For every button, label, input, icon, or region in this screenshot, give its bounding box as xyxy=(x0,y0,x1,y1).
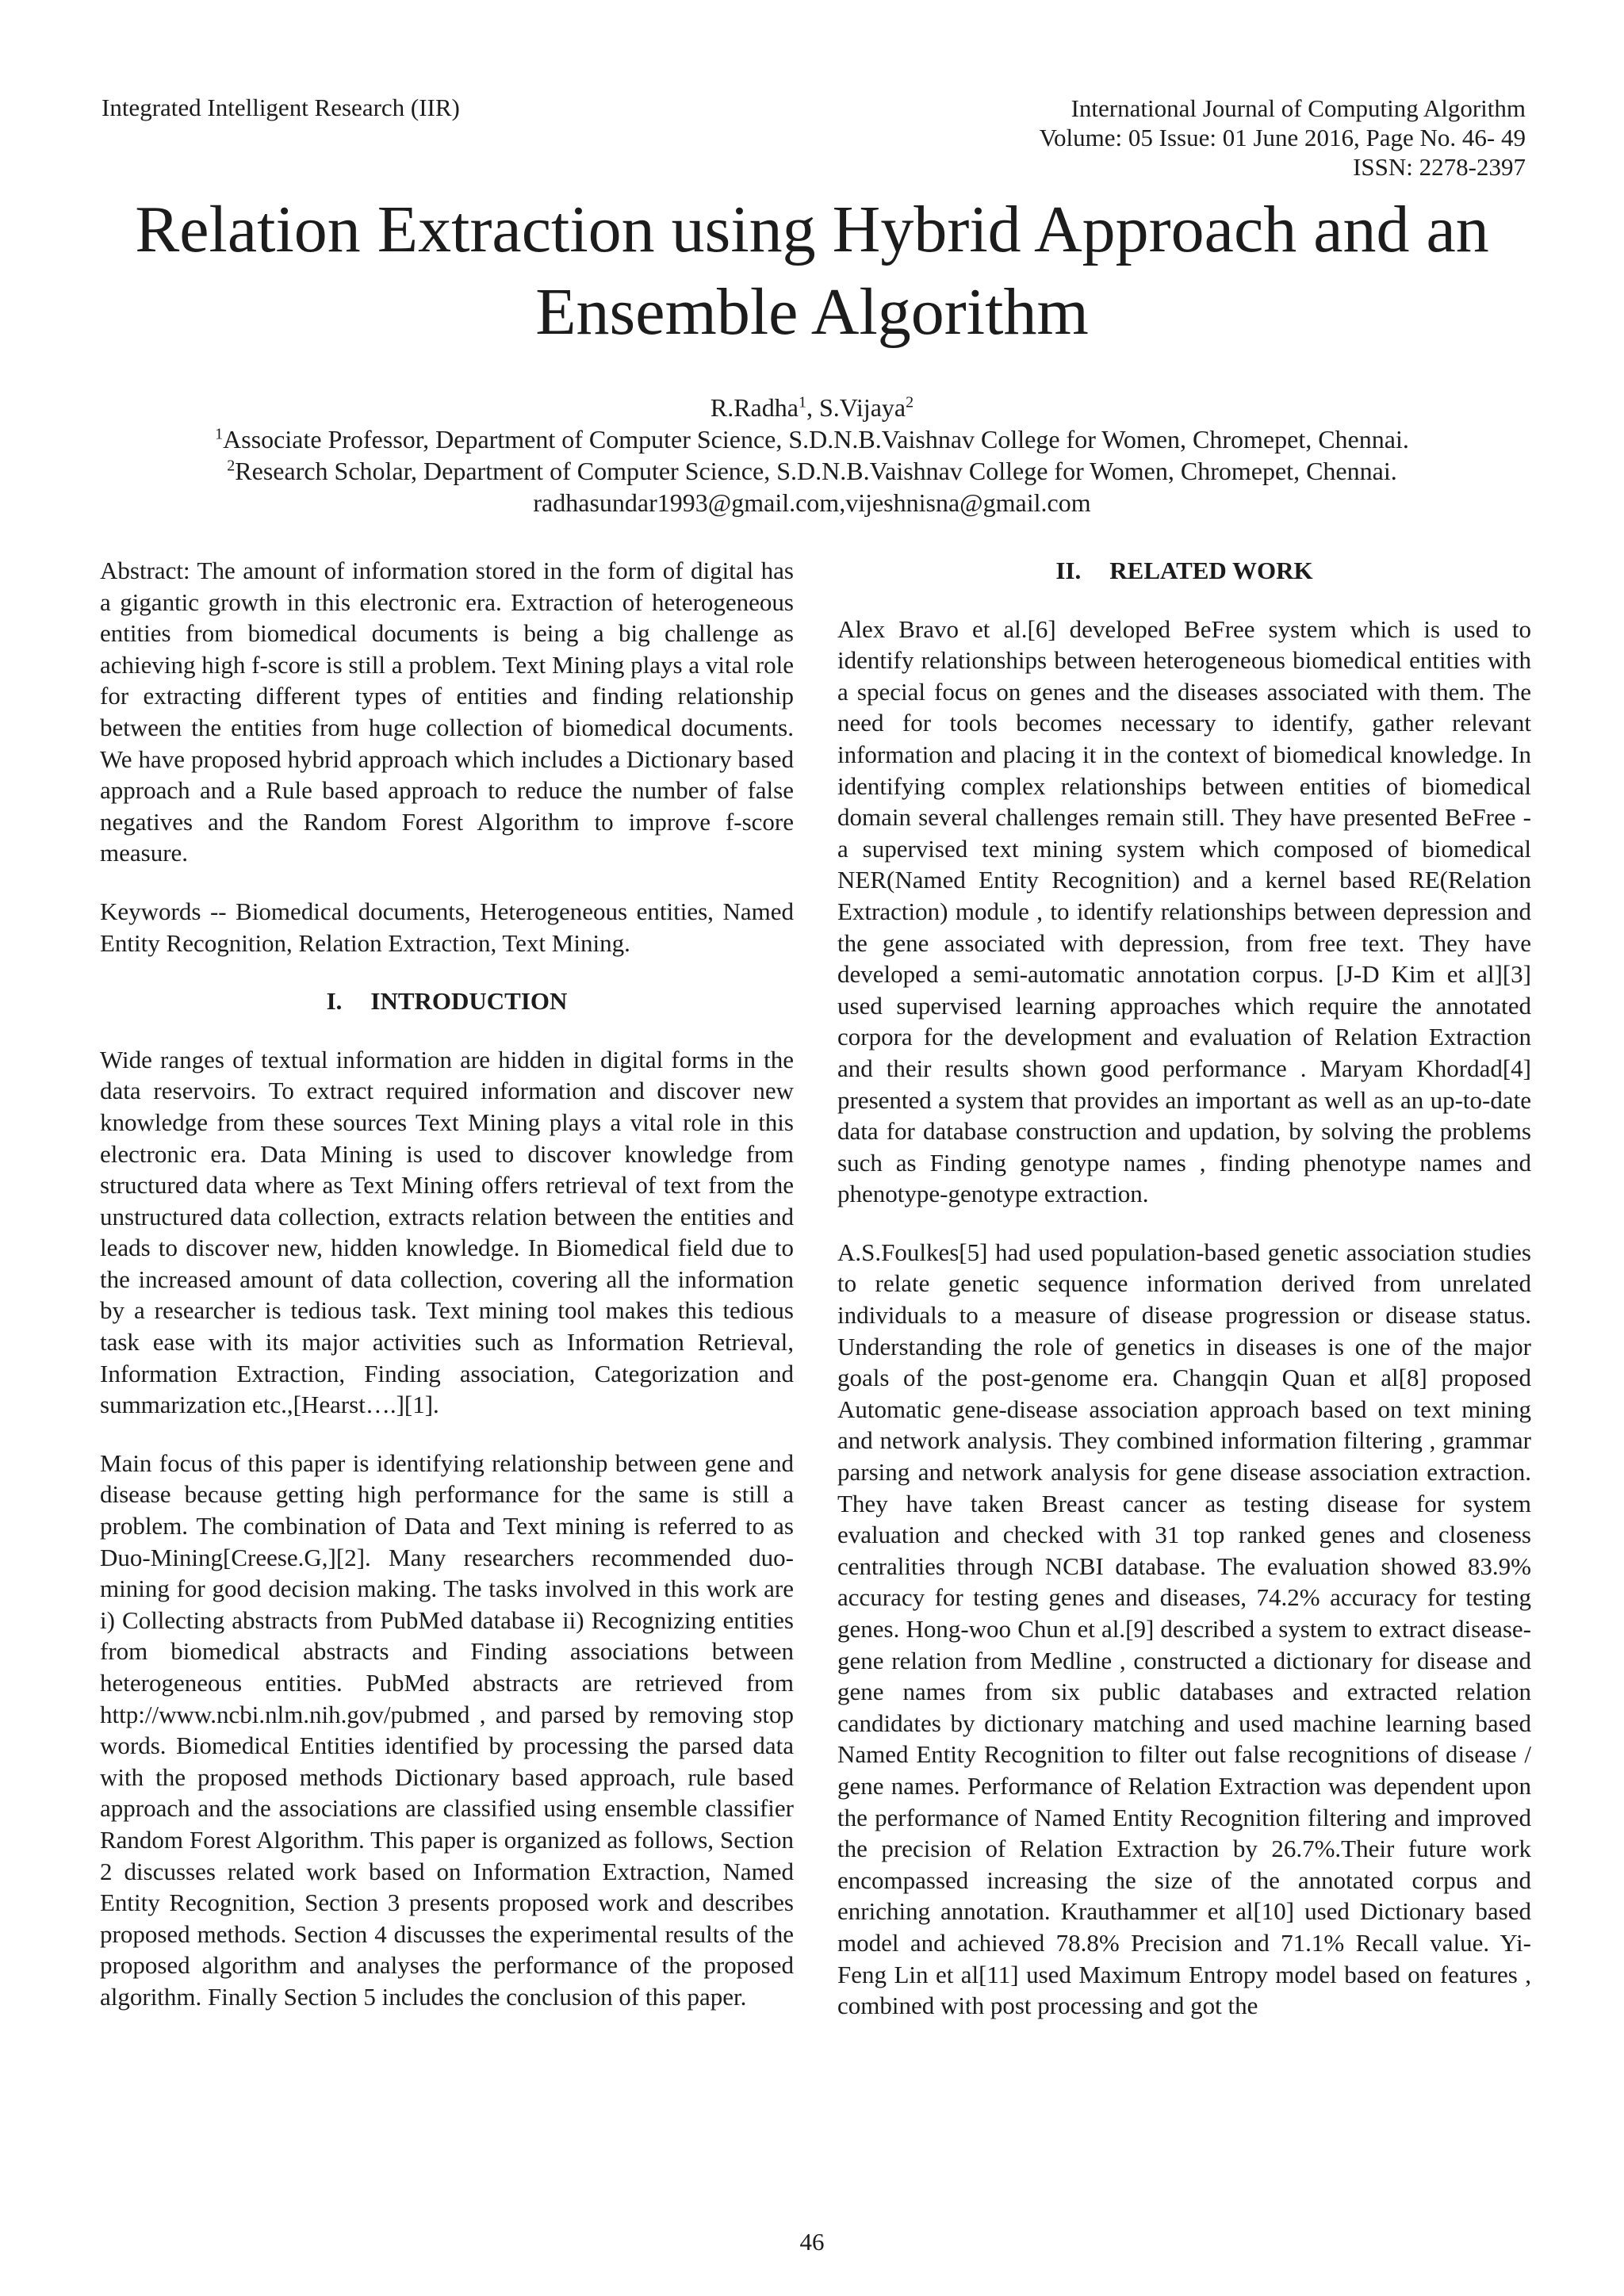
journal-publisher-header: Integrated Intelligent Research (IIR) xyxy=(102,94,460,121)
journal-name: International Journal of Computing Algorithm xyxy=(1071,94,1526,122)
section-heading-related-work xyxy=(837,555,1531,587)
title-line: Ensemble Algorithm xyxy=(535,275,1089,349)
paper-title xyxy=(79,189,1545,354)
intro-paragraph-2: Main focus of this paper is identifying relationship between gene and disease because getting high performance for the same is still a problem. The combination of Data and Text mining is referred to as Duo-Mining[Creese.G,][2]. Many researchers recommended duo-mining for good decision making. The tasks involved in this work are i) Collecting abstracts from PubMed database ii) Recognizing entities from biomedical abstracts and Finding associations between heterogeneous entities. PubMed abstracts are retrieved from http://www.ncbi.nlm.nih.gov/pubmed , and parsed by removing stop words. Biomedical Entities identified by processing the parsed data with the proposed methods Dictionary based approach, rule based approach and the associations are classified using ensemble classifier Random Forest Algorithm. This paper is organized as follows, Section 2 discusses related work based on Information Extraction, Named Entity Recognition, Section 3 presents proposed work and describes proposed methods. Section 4 discusses the experimental results of the proposed algorithm and analyses the performance of the proposed algorithm. Finally Section 5 includes the conclusion of this paper. xyxy=(100,1448,794,2011)
author-1: R.Radha xyxy=(710,393,799,422)
section-title: RELATED WORK xyxy=(1109,557,1313,584)
aff-2-sup: 2 xyxy=(227,457,236,475)
author-emails: radhasundar1993@gmail.com,vijeshnisna@gmail.com xyxy=(533,488,1091,517)
aff-1-text: Associate Professor, Department of Computer Science, S.D.N.B.Vaishnav College for Women, Chromepet, Chennai. xyxy=(223,425,1409,453)
author-names xyxy=(0,392,1624,423)
left-column xyxy=(100,555,794,2040)
affiliation-1 xyxy=(0,423,1624,455)
author-2-sup: 2 xyxy=(906,393,914,411)
aff-2-text: Research Scholar, Department of Computer Science, S.D.N.B.Vaishnav College for Women, Chromepet, Chennai. xyxy=(235,457,1397,485)
section-number: II. xyxy=(1055,557,1082,584)
title-line: Relation Extraction using Hybrid Approach and an xyxy=(135,193,1489,266)
section-title: INTRODUCTION xyxy=(370,987,568,1016)
related-paragraph-1: Alex Bravo et al.[6] developed BeFree system which is used to identify relationships between heterogeneous biomedical entities with a special focus on genes and the diseases associated with them. The need for tools becomes necessary to identify, gather relevant information and placing it in the context of biomedical knowledge. In identifying complex relationships between entities of biomedical domain several challenges remain still. They have presented BeFree - a supervised text mining system which composed of biomedical NER(Named Entity Recognition) and a kernel based RE(Relation Extraction) module , to identify relationships between depression and the gene associated with depression, from free text. They have developed a semi-automatic annotation corpus. [J-D Kim et al][3] used supervised learning approaches which require the annotated corpora for the development and evaluation of Relation Extraction and their results shown good performance . Maryam Khordad[4] presented a system that provides an important as well as an up-to-date data for database construction and updation, by solving the problems such as Finding genotype names , finding phenotype names and phenotype-genotype extraction. xyxy=(837,614,1531,1208)
author-1-sup: 1 xyxy=(798,393,806,411)
author-block xyxy=(0,392,1624,519)
journal-volume: Volume: 05 Issue: 01 June 2016, Page No. 46- 49 xyxy=(1039,124,1526,151)
journal-info-header xyxy=(1040,94,1526,182)
section-heading-introduction xyxy=(100,985,794,1017)
affiliation-2 xyxy=(0,455,1624,487)
journal-issn: ISSN: 2278-2397 xyxy=(1353,153,1526,181)
right-column xyxy=(837,555,1531,2049)
page-number: 46 xyxy=(799,2228,825,2256)
author-separator: , xyxy=(806,393,819,422)
section-number: I. xyxy=(326,987,343,1016)
intro-paragraph-1: Wide ranges of textual information are hidden in digital forms in the data reservoirs. To extract required information and discover new knowledge from these sources Text Mining plays a vital role in this electronic era. Data Mining is used to discover knowledge from structured data where as Text Mining offers retrieval of text from the unstructured data collection, extracts relation between the entities and leads to discover new, hidden knowledge. In Biomedical field due to the increased amount of data collection, covering all the information by a researcher is tedious task. Text mining tool makes this tedious task ease with its major activities such as Information Retrieval, Information Extraction, Finding association, Categorization and summarization etc.,[Hearst….][1]. xyxy=(100,1045,794,1419)
author-2: S.Vijaya xyxy=(818,393,906,422)
abstract: Abstract: The amount of information stored in the form of digital has a gigantic growth in this electronic era. Extraction of heterogeneous entities from biomedical documents is being a big challenge as achieving high f-score is still a problem. Text Mining plays a vital role for extracting different types of entities and finding relationship between the entities from huge collection of biomedical documents. We have proposed hybrid approach which includes a Dictionary based approach and a Rule based approach to reduce the number of false negatives and the Random Forest Algorithm to improve f-score measure. xyxy=(100,557,794,867)
aff-1-sup: 1 xyxy=(215,425,224,443)
keywords: Keywords -- Biomedical documents, Heterogeneous entities, Named Entity Recognition, Relation Extraction, Text Mining. xyxy=(100,897,794,957)
related-paragraph-2: A.S.Foulkes[5] had used population-based genetic association studies to relate genetic sequence information derived from unrelated individuals to a measure of disease progression or disease status. Understanding the role of genetics in diseases is one of the major goals of the post-genome era. Changqin Quan et al[8] proposed Automatic gene-disease association approach based on text mining and network analysis. They combined information filtering , grammar parsing and network analysis for gene disease association extraction. They have taken Breast cancer as testing disease for system evaluation and checked with 31 top ranked genes and closeness centralities through NCBI database. The evaluation showed 83.9% accuracy for testing genes and diseases, 74.2% accuracy for testing genes. Hong-woo Chun et al.[9] described a system to extract disease-gene relation from Medline , constructed a dictionary for disease and gene names from six public databases and extracted relation candidates by dictionary matching and used machine learning based Named Entity Recognition to filter out false recognitions of disease / gene names. Performance of Relation Extraction was dependent upon the performance of Named Entity Recognition filtering and improved the precision of Relation Extraction by 26.7%.Their future work encompassed increasing the size of the annotated corpus and enriching annotation. Krauthammer et al[10] used Dictionary based model and achieved 78.8% Precision and 71.1% Recall value. Yi-Feng Lin et al[11] used Maximum Entropy model based on features , combined with post processing and got the xyxy=(837,1238,1531,2020)
